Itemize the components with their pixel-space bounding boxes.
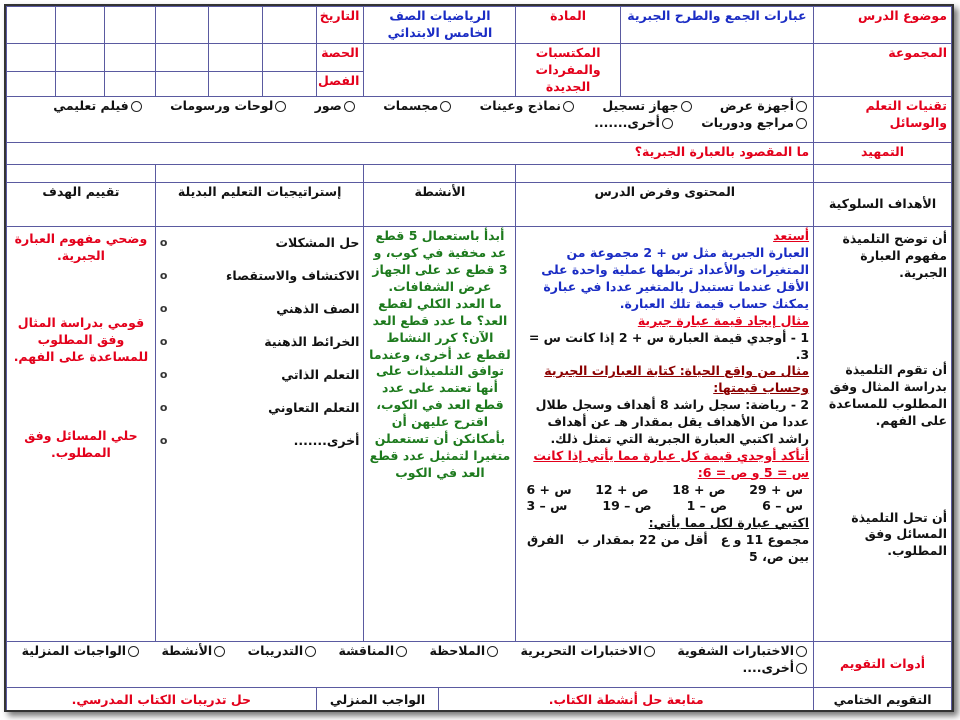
activity-text: ما العدد الكلي لقطع العد؟ ما عدد قطع العد الآن؟ كرر النشاط لقطع عد أخرى، وعندما توافق التلميذات على أنها تعتمد على عدد قطع العد في الكوب، اقترح عليهن أن بأمكانكن أن تستعملن متغيرا لتمثيل عدد قطع العد في الكوب: [369, 295, 511, 480]
bullet-circle-icon: o: [159, 269, 168, 283]
evaluation-item: حلي المسائل وفق المطلوب.: [24, 427, 138, 460]
content-definition: العبارة الجبرية مثل س + 2 مجموعة من المتغيرات والأعداد تربطها عملية واحدة على الأقل عندما تستبدل بالمتغير عددا في عبارة يمكنك حساب قيمة تلك العبارة.: [541, 245, 810, 311]
radio-circle-icon: [681, 101, 692, 112]
topic-label: موضوع الدرس: [814, 7, 952, 44]
class-cell-5[interactable]: [55, 71, 104, 97]
tool-option[interactable]: المناقشة: [339, 643, 410, 660]
strategy-item[interactable]: الاكتشاف والاستقصاء o: [159, 268, 360, 284]
radio-circle-icon: [644, 646, 655, 657]
check-expression: ص – 1: [686, 498, 728, 514]
content-cell: [516, 227, 814, 642]
radio-circle-icon: [396, 646, 407, 657]
write-title: اكتبي عبارة لكل مما يأتي:: [648, 515, 810, 531]
write-item: أقل من 22 بمقدار ب: [576, 532, 708, 548]
check-grid-row: [520, 498, 809, 515]
date-cell-3[interactable]: [155, 7, 208, 44]
tool-option[interactable]: أخرى....: [743, 660, 810, 677]
resource-option[interactable]: أخرى.......: [594, 115, 675, 132]
example-2: 2 - رياضة: سجل راشد 8 أهداف وسجل طلال عددا من الأهداف يقل بمقدار هـ عن أهداف راشد اكتبي العبارة الجبرية التي تمثل ذلك.: [535, 397, 810, 446]
spacer-cell: [364, 165, 516, 183]
class-cell-3[interactable]: [155, 71, 208, 97]
tool-option[interactable]: الاختبارات الشفوية: [677, 643, 809, 660]
activities-cell: [364, 227, 516, 642]
radio-circle-icon: [796, 118, 807, 129]
radio-circle-icon: [487, 646, 498, 657]
homework-label: الواجب المنزلي: [316, 688, 439, 712]
strategy-item[interactable]: حل المشكلات o: [159, 235, 360, 251]
tool-option[interactable]: الاختبارات التحريرية: [520, 643, 657, 660]
bullet-circle-icon: o: [159, 400, 168, 414]
check-title: أتأكد أوجدي قيمة كل عبارة مما يأتي إذا كانت س = 5 و ص = 6:: [533, 447, 810, 480]
period-cell-2[interactable]: [209, 43, 263, 71]
date-cell-1[interactable]: [263, 7, 316, 44]
evaluation-item: وضحي مفهوم العبارة الجبرية.: [14, 231, 148, 264]
bullet-circle-icon: o: [159, 367, 168, 381]
radio-circle-icon: [796, 663, 807, 674]
resource-option[interactable]: فيلم تعليمي: [53, 98, 144, 115]
strategy-item[interactable]: الصف الذهني o: [159, 301, 360, 317]
tools-options: [7, 642, 814, 688]
period-cell-1[interactable]: [263, 43, 316, 71]
subject-label: المادة: [516, 7, 620, 44]
radio-circle-icon: [305, 646, 316, 657]
radio-circle-icon: [214, 646, 225, 657]
date-label: التاريخ: [316, 7, 364, 44]
class-label: الفصل: [316, 71, 364, 97]
col-header-evaluation: تقييم الهدف: [7, 183, 156, 227]
resource-option[interactable]: لوحات ورسومات: [170, 98, 288, 115]
strategies-cell: [155, 227, 364, 642]
class-cell-6[interactable]: [7, 71, 56, 97]
objective-item: أن تحل التلميذة المسائل وفق المطلوب.: [851, 509, 947, 559]
content-heading: أستعد: [773, 228, 810, 244]
homework-value: حل تدريبات الكتاب المدرسي.: [7, 688, 317, 712]
radio-circle-icon: [796, 101, 807, 112]
date-cell-4[interactable]: [104, 7, 155, 44]
objectives-cell: [814, 227, 952, 642]
class-cell-4[interactable]: [104, 71, 155, 97]
radio-circle-icon: [128, 646, 139, 657]
skills-value[interactable]: [364, 43, 516, 97]
topic-value: عبارات الجمع والطرح الجبرية: [620, 7, 813, 44]
intro-label: التمهيد: [814, 143, 952, 165]
spacer-cell: [814, 165, 952, 183]
resources-label: تقنيات التعلم والوسائل: [814, 97, 952, 143]
date-cell-5[interactable]: [55, 7, 104, 44]
strategy-item[interactable]: التعلم الذاتي o: [159, 366, 360, 382]
bullet-circle-icon: o: [159, 335, 168, 349]
radio-circle-icon: [662, 118, 673, 129]
intro-value: ما المقصود بالعبارة الجبرية؟: [7, 143, 814, 165]
radio-circle-icon: [344, 101, 355, 112]
write-item: مجموع 11 و ع: [720, 532, 810, 548]
period-label: الحصة: [316, 43, 364, 71]
col-header-strategies: إستراتيجيات التعليم البديلة: [155, 183, 364, 227]
check-grid-row: [520, 482, 809, 499]
spacer-cell: [516, 165, 814, 183]
evaluation-item: قومي بدراسة المثال وفق المطلوب للمساعدة على الفهم.: [13, 315, 149, 364]
group-value[interactable]: [620, 43, 813, 97]
bullet-circle-icon: o: [159, 236, 168, 250]
tool-option[interactable]: الملاحظة: [430, 643, 501, 660]
spacer-cell: [155, 165, 364, 183]
resource-option[interactable]: جهاز تسجيل: [602, 98, 693, 115]
period-cell-5[interactable]: [55, 43, 104, 71]
resource-option[interactable]: مراجع ودوريات: [701, 115, 809, 132]
radio-circle-icon: [131, 101, 142, 112]
skills-label: المكتسبات والمفردات الجديدة: [516, 43, 620, 97]
write-item: الفرق بين ص، 5: [526, 532, 810, 564]
radio-circle-icon: [440, 101, 451, 112]
tools-label: أدوات التقويم: [814, 642, 952, 688]
tool-option[interactable]: الواجبات المنزلية: [22, 643, 141, 660]
resource-option[interactable]: أجهزة عرض: [720, 98, 809, 115]
tool-option[interactable]: التدريبات: [248, 643, 319, 660]
final-label: التقويم الختامي: [814, 688, 952, 712]
date-cell-6[interactable]: [7, 7, 56, 44]
radio-circle-icon: [796, 646, 807, 657]
class-cell-2[interactable]: [209, 71, 263, 97]
class-cell-1[interactable]: [263, 71, 316, 97]
bullet-circle-icon: o: [159, 302, 168, 316]
resources-options: [7, 97, 814, 143]
period-cell-4[interactable]: [104, 43, 155, 71]
resource-option[interactable]: مجسمات: [383, 98, 453, 115]
resource-option[interactable]: نماذج وعينات: [480, 98, 576, 115]
check-expression: س + 6: [526, 481, 572, 497]
col-header-activities: الأنشطة: [364, 183, 516, 227]
objective-item: أن تقوم التلميذة بدراسة المثال وفق المطلوب للمساعدة على الفهم.: [828, 362, 947, 428]
write-items: [520, 532, 809, 566]
period-cell-6[interactable]: [7, 43, 56, 71]
tool-option[interactable]: الأنشطة: [161, 643, 227, 660]
evaluation-cell: [7, 227, 156, 642]
real-life-title: مثال من واقع الحياة: كتابة العبارات الجبرية وحساب قيمتها:: [544, 363, 810, 396]
check-expression: 6 – س: [762, 498, 804, 514]
lesson-plan-frame: [4, 4, 954, 712]
example-1: 1 - أوجدي قيمة العبارة س + 2 إذا كانت س = 3.: [528, 329, 810, 362]
date-cell-2[interactable]: [209, 7, 263, 44]
final-value: متابعة حل أنشطة الكتاب.: [439, 688, 814, 712]
example-title: مثال إيجاد قيمة عبارة جبرية: [637, 312, 810, 328]
strategy-item[interactable]: التعلم التعاوني o: [159, 399, 360, 415]
spacer-cell: [7, 165, 156, 183]
group-label: المجموعة: [814, 43, 952, 97]
strategy-item[interactable]: الخرائط الذهنية o: [159, 334, 360, 349]
lesson-plan-table: [6, 6, 952, 712]
period-cell-3[interactable]: [155, 43, 208, 71]
radio-circle-icon: [275, 101, 286, 112]
col-header-content: المحتوى وفرض الدرس: [516, 183, 814, 227]
check-expression: 19 – ص: [602, 498, 652, 514]
radio-circle-icon: [563, 101, 574, 112]
col-header-objectives: الأهداف السلوكية: [814, 183, 952, 227]
strategy-item[interactable]: أخرى....... o: [159, 432, 360, 448]
check-expression: ص + 18: [672, 481, 726, 497]
subject-value: الرياضيات الصف الخامس الابتدائي: [364, 7, 516, 44]
check-expression: س – 3: [526, 498, 568, 514]
bullet-circle-icon: o: [159, 433, 168, 447]
check-expression: 29 + س: [749, 481, 804, 497]
resource-option[interactable]: صور: [315, 98, 357, 115]
check-expression: 12 + ص: [595, 481, 649, 497]
objective-item: أن توضح التلميذة مفهوم العبارة الجبرية.: [842, 231, 947, 281]
activity-text: أبدأ باستعمال 5 قطع عد مخفية في كوب، و 3 قطع عد على الجهاز عرض الشفافات.: [372, 228, 508, 294]
